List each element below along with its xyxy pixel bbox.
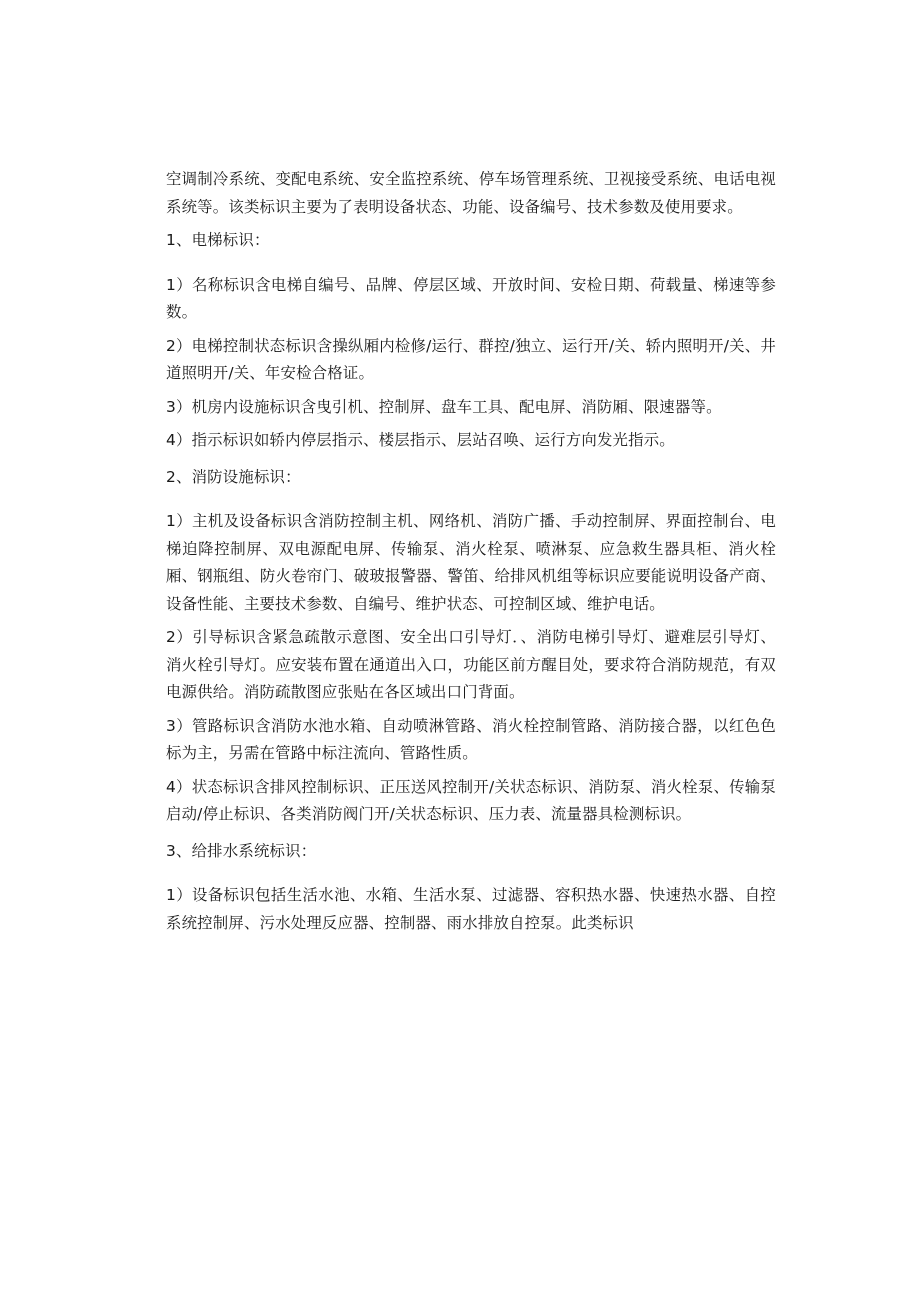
fire-item-2: 2）引导标识含紧急疏散示意图、安全出口引导灯．、消防电梯引导灯、避难层引导灯、消火栓引导灯。应安装布置在通道出入口，功能区前方醒目处，要求符合消防规范，有双电源供给。消防疏散图应张贴在各区域出口门背面。 — [166, 628, 776, 701]
elevator-item-2: 2）电梯控制状态标识含操纵厢内检修/运行、群控/独立、运行开/关、轿内照明开/关、井道照明开/关、年安检合格证。 — [166, 336, 776, 382]
section-heading-elevator: 1、电梯标识： — [166, 231, 270, 249]
elevator-item-3: 3）机房内设施标识含曳引机、控制屏、盘车工具、配电屏、消防厢、限速器等。 — [166, 397, 722, 416]
elevator-item-1: 1）名称标识含电梯自编号、品牌、停层区域、开放时间、安检日期、荷载量、梯速等参数。 — [166, 275, 776, 321]
section-heading-water: 3、给排水系统标识： — [166, 841, 317, 860]
fire-item-1: 1）主机及设备标识含消防控制主机、网络机、消防广播、手动控制屏、界面控制台、电梯迫降控制屏、双电源配电屏、传输泵、消火栓泵、喷淋泵、应急救生器具柜、消火栓厢、钢瓶组、防火卷帘门、破玻报警器、警笛、给排风机组等标识应要能说明设备产商、设备性能、主要技术参数、自编号、维护状态、可控制区域、维护电话。 — [166, 512, 776, 613]
fire-item-3: 3）管路标识含消防水池水箱、自动喷淋管路、消火栓控制管路、消防接合器，以红色色标为主，另需在管路中标注流向、管路性质。 — [166, 716, 776, 762]
water-item-1: 1）设备标识包括生活水池、水箱、生活水泵、过滤器、容积热水器、快速热水器、自控系统控制屏、污水处理反应器、控制器、雨水排放自控泵。此类标识 — [166, 886, 776, 932]
document-page — [166, 166, 776, 943]
elevator-item-4: 4）指示标识如轿内停层指示、楼层指示、层站召唤、运行方向发光指示。 — [166, 431, 675, 449]
intro-paragraph: 空调制冷系统、变配电系统、安全监控系统、停车场管理系统、卫视接受系统、电话电视系统等。该类标识主要为了表明设备状态、功能、设备编号、技术参数及使用要求。 — [166, 170, 776, 216]
fire-item-4: 4）状态标识含排风控制标识、正压送风控制开/关状态标识、消防泵、消火栓泵、传输泵启动/停止标识、各类消防阀门开/关状态标识、压力表、流量器具检测标识。 — [166, 777, 776, 823]
section-heading-fire: 2、消防设施标识： — [166, 467, 301, 486]
